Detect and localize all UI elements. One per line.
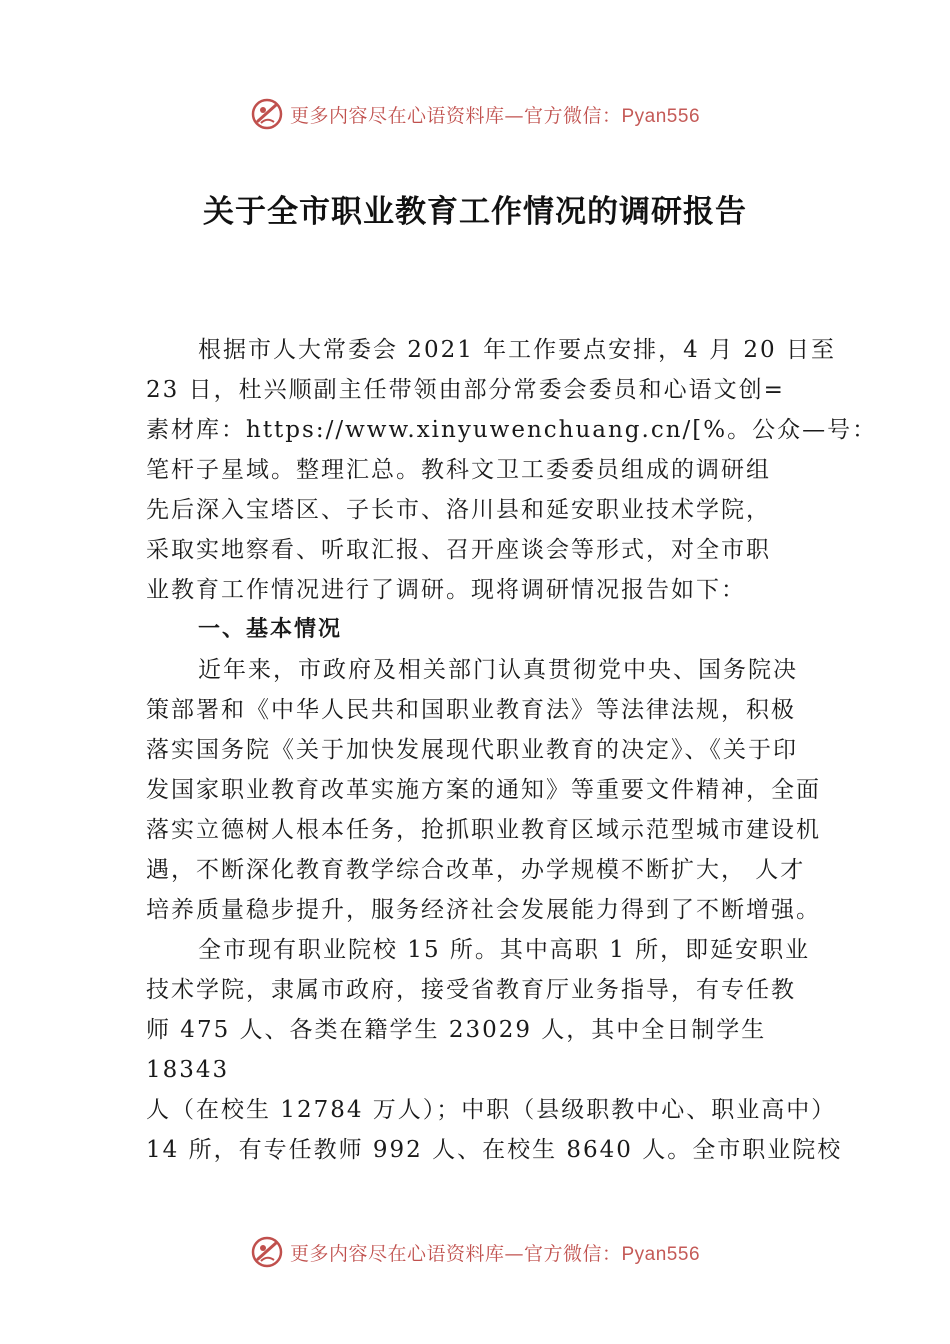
text-line: 落实国务院《关于加快发展现代职业教育的决定》、《关于印 — [146, 737, 798, 763]
text-line: 师 475 人、各类在籍学生 23029 人，其中全日制学生 — [146, 1017, 767, 1043]
text-line: 素材库：https://www.xinyuwenchuang.cn/[%。公众—号： — [146, 417, 878, 443]
text-line: 技术学院，隶属市政府，接受省教育厅业务指导，有专任教 — [146, 977, 796, 1003]
text-line: 落实立德树人根本任务，抢抓职业教育区域示范型城市建设机 — [146, 817, 821, 843]
text-line: 全市现有职业院校 15 所。其中高职 1 所，即延安职业 — [198, 937, 811, 963]
section-heading — [146, 610, 818, 650]
text-line: 近年来，市政府及相关部门认真贯彻党中央、国务院决 — [198, 657, 798, 683]
brush-seal-icon — [250, 97, 284, 131]
text-line: 23 日，杜兴顺副主任带领由部分常委会委员和心语文创= — [146, 377, 785, 403]
text-line: 采取实地察看、听取汇报、召开座谈会等形式，对全市职 — [146, 537, 771, 563]
text-line: 人（在校生 12784 万人）；中职（县级职教中心、职业高中） — [146, 1097, 837, 1123]
document-body — [146, 330, 878, 1170]
text-line: 培养质量稳步提升，服务经济社会发展能力得到了不断增强。 — [146, 897, 821, 923]
text-line: 遇，不断深化教育教学综合改革，办学规模不断扩大， 人才 — [146, 857, 806, 883]
paragraph-intro — [146, 330, 878, 610]
text-line: 业教育工作情况进行了调研。现将调研情况报告如下： — [146, 577, 746, 603]
text-line: 根据市人大常委会 2021 年工作要点安排，4 月 20 日至 — [198, 337, 836, 363]
banner-text: 更多内容尽在心语资料库—官方微信：Pyan556 — [289, 1242, 701, 1265]
text-line: 先后深入宝塔区、子长市、洛川县和延安职业技术学院， — [146, 497, 771, 523]
document-title: 关于全市职业教育工作情况的调研报告 — [203, 194, 747, 230]
text-line: 策部署和《中华人民共和国职业教育法》等法律法规，积极 — [146, 697, 796, 723]
text-line: 笔杆子星域。整理汇总。教科文卫工委委员组成的调研组 — [146, 457, 771, 483]
header-watermark-banner — [0, 94, 950, 134]
text-line: 发国家职业教育改革实施方案的通知》等重要文件精神，全面 — [146, 777, 821, 803]
paragraph-statistics — [146, 930, 843, 1170]
brush-seal-icon — [250, 1235, 284, 1269]
wechat-id: Pyan556 — [621, 105, 701, 127]
banner-text: 更多内容尽在心语资料库—官方微信：Pyan556 — [289, 104, 701, 127]
wechat-id: Pyan556 — [621, 1243, 701, 1265]
footer-watermark-banner — [0, 1232, 950, 1272]
paragraph-overview — [146, 650, 821, 930]
text-line: 14 所，有专任教师 992 人、在校生 8640 人。全市职业院校 — [146, 1137, 843, 1163]
text-line: 18343 — [146, 1057, 230, 1083]
heading-basic-situation: 一、基本情况 — [198, 617, 343, 642]
